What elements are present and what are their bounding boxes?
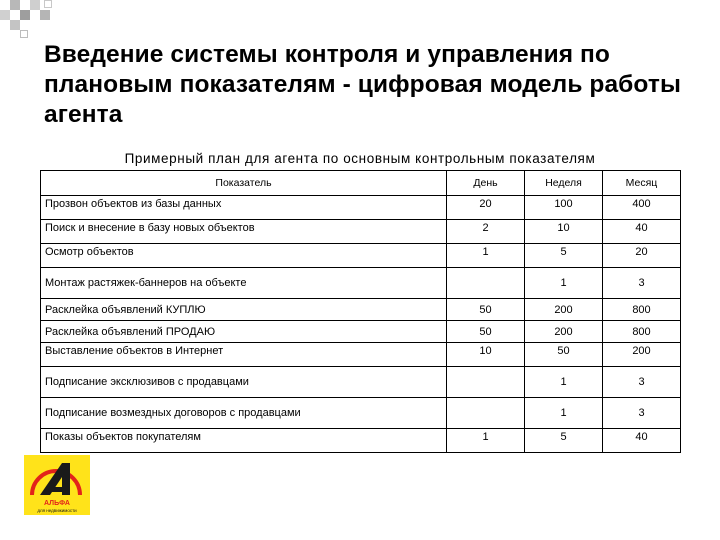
row-indicator: Показы объектов покупателям <box>41 429 447 453</box>
row-month: 800 <box>603 299 681 321</box>
row-week: 10 <box>525 220 603 244</box>
row-month: 200 <box>603 343 681 367</box>
table-row <box>41 244 681 268</box>
row-day: 2 <box>447 220 525 244</box>
row-day: 50 <box>447 321 525 343</box>
table-row <box>41 196 681 220</box>
table-row <box>41 268 681 299</box>
row-week: 200 <box>525 321 603 343</box>
row-month: 3 <box>603 367 681 398</box>
row-day: 10 <box>447 343 525 367</box>
decor-square <box>10 0 20 10</box>
decor-square <box>10 20 20 30</box>
row-day: 1 <box>447 244 525 268</box>
table-row <box>41 321 681 343</box>
row-month: 40 <box>603 220 681 244</box>
row-indicator: Подписание возмездных договоров с продавцами <box>41 398 447 429</box>
decor-square <box>0 10 10 20</box>
company-logo <box>24 455 90 515</box>
row-week: 1 <box>525 367 603 398</box>
row-day <box>447 398 525 429</box>
row-indicator: Расклейка объявлений ПРОДАЮ <box>41 321 447 343</box>
row-day: 20 <box>447 196 525 220</box>
row-month: 800 <box>603 321 681 343</box>
row-week: 5 <box>525 429 603 453</box>
plan-table <box>40 170 681 453</box>
row-indicator: Расклейка объявлений КУПЛЮ <box>41 299 447 321</box>
decorative-squares <box>0 0 720 40</box>
row-week: 50 <box>525 343 603 367</box>
row-week: 200 <box>525 299 603 321</box>
table-row <box>41 220 681 244</box>
header-indicator: Показатель <box>41 171 447 196</box>
row-indicator: Поиск и внесение в базу новых объектов <box>41 220 447 244</box>
decor-square <box>20 30 28 38</box>
row-indicator: Подписание эксклюзивов с продавцами <box>41 367 447 398</box>
table-caption: Примерный план для агента по основным контрольным показателям <box>124 151 596 166</box>
row-week: 1 <box>525 398 603 429</box>
logo-brand-text: АЛЬФА <box>44 500 70 507</box>
logo-tagline: для недвижимости <box>37 508 77 513</box>
row-day: 1 <box>447 429 525 453</box>
table-header-row <box>41 171 681 196</box>
decor-square <box>40 10 50 20</box>
row-day <box>447 367 525 398</box>
row-indicator: Выставление объектов в Интернет <box>41 343 447 367</box>
row-day: 50 <box>447 299 525 321</box>
logo-crossbar <box>48 487 70 492</box>
header-day: День <box>447 171 525 196</box>
row-month: 3 <box>603 398 681 429</box>
row-month: 20 <box>603 244 681 268</box>
table-row <box>41 343 681 367</box>
header-week: Неделя <box>525 171 603 196</box>
row-week: 100 <box>525 196 603 220</box>
decor-square <box>20 10 30 20</box>
decor-square <box>44 0 52 8</box>
slide-title: Введение системы контроля и управления по плановым показателям - цифровая модель работы агента <box>44 41 681 128</box>
table-row <box>41 429 681 453</box>
table-row <box>41 367 681 398</box>
row-day <box>447 268 525 299</box>
row-month: 3 <box>603 268 681 299</box>
table-row <box>41 398 681 429</box>
row-week: 5 <box>525 244 603 268</box>
logo-mark-icon <box>24 455 90 515</box>
row-week: 1 <box>525 268 603 299</box>
table-row <box>41 299 681 321</box>
row-indicator: Монтаж растяжек-баннеров на объекте <box>41 268 447 299</box>
row-indicator: Осмотр объектов <box>41 244 447 268</box>
decor-square <box>30 0 40 10</box>
row-indicator: Прозвон объектов из базы данных <box>41 196 447 220</box>
row-month: 40 <box>603 429 681 453</box>
header-month: Месяц <box>603 171 681 196</box>
row-month: 400 <box>603 196 681 220</box>
